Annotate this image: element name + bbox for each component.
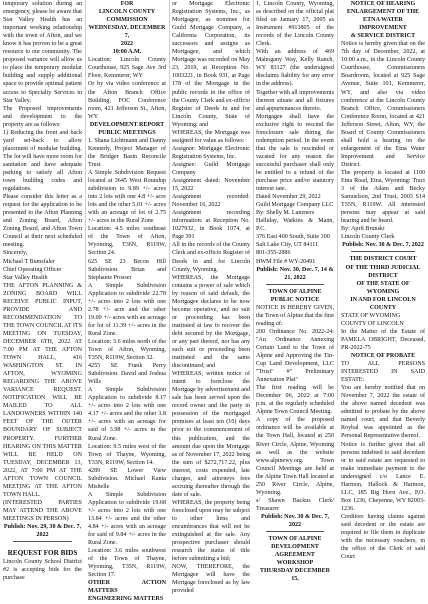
paragraph: Creditors having claims against said decedent or the estate are required to file them in duplicate with the necessary vouchers, in the office of the Clerk of said Court	[341, 513, 425, 561]
paragraph: All in the records of the County Clerk and ex-officio Register of Deeds in and for Lincoln County, Wyoming.	[172, 242, 250, 273]
paragraph: Assignment recorded: November 16, 2022	[172, 194, 250, 209]
notice-separator	[266, 284, 324, 285]
paragraph: You are hereby notified that on November 7, 2022 the estate of the above named decedent was admitted to probate by the above named court, and that Beverly Roybal was appointed as the Personal Representative thereof.	[341, 385, 425, 440]
paragraph: 1) Reducing the front and back yard set-back to allow placement of modular building. The lot will have more room for sanitation and have adequate parking to satisfy all Afton town building codes and regulations.	[3, 129, 82, 193]
paragraph: Mortgagee shall have the exclusive right to rescind the foreclosure sale during the redemption period. In the event that the sale is rescinded or vacated for any reason the successful purchaser shall only be entitled to a refund of the purchase price and/or statutory interest rate.	[256, 113, 334, 193]
paragraph: NOTICE IS HEREBY GIVEN, the Town of Alpine that the first reading of:	[256, 304, 334, 327]
paragraph: Guild Mortgage Company LLC	[256, 202, 334, 209]
notice-heading: ETNA WATER IMPROVEMENT	[359, 17, 407, 32]
paragraph: temporary solution during an emergency, please be aware that Star Valley Health has an important working relationship with the town of Afton, and we know it has proven to be a great resource to our community. The proposed variance will allow us to place the temporary modular building and supply additional space to provide optimal patient access to Specialty Services in Star Valley.	[3, 1, 82, 104]
notice-heading: THURSDAY DECEMBER 15,	[259, 568, 331, 583]
closing: Sincerely,	[3, 250, 28, 257]
paragraph: Assignee: Guild Mortgage Company	[172, 161, 250, 176]
notice-heading: THE DISTRICT COURT	[349, 256, 417, 263]
notice-heading: LINCOLN COUNTY	[98, 9, 156, 16]
notice-heading: COUNTY	[369, 304, 397, 311]
section-heading: OTHER ACTION MATTERS	[88, 580, 166, 595]
paragraph: A Simple Subdivision Application to subdivide 22.78 +/- acres into 2 lots with one 2.78 +/- acre and the other 19.00 +/- acres with an acreage for lot of 11.39 +/- acres in the Rural Zone.	[88, 282, 166, 337]
paragraph: WHEREAS, the Mortgage was assigned for value as follows:	[172, 129, 250, 144]
paragraph: Dated November 29, 2022	[256, 194, 321, 201]
paragraph: A copy of the proposed ordinance will be available at the Town Hall, located at 250 River Circle, Alpine, Wyoming as well as the website www.alpinewy.org. Town Council Meetings are held at the Alpine Town Hall located at 250 River Circle, Alpine, Wyoming.	[256, 417, 334, 496]
column-1	[3, 0, 82, 581]
paragraph: Location: Lincoln County Courthouse, 925 Sage Ave 3rd Floor, Kemmerer, WY	[88, 57, 166, 80]
paragraph: Assignment dated: November 15, 2022	[172, 178, 250, 193]
paragraph: Or by via video conference at the Afton Branch Office Building, FOC Conference room, 421 Jefferson St., Afton, WY	[88, 81, 166, 120]
paragraph: Together with all improvements thereon situate and all fixtures and appurtenances thereto.	[256, 89, 334, 112]
paragraph: Location: 9.5 miles west of the Town of Thayne, Wyoming, T33N, R119W, Section 14.	[88, 443, 166, 466]
notice-text: THE AFTON PLANNING & ZONING BOARD WILL RECEIVE PUBLIC INPUT, PROVIDE AND RECOMMENDATION TO THE TOWN COUNCIL AT ITS MEETING ON TUESDAY, DECEMBER 6TH, 2022 AT 7:00 PM AT THE AFTON TOWN HALL, 416 WASHINGTON ST. IN AFTON, WYOMING REGARDING THE ABOVE VARIANCE REQUEST. NOTIFICATION WILL BE MAILED TO ALL LANDOWNERS WITHIN 140 FEET OF THE OUTER BOUNDARY OF SUBJECT PROPERTY. FURTHER HEARING ON THIS MATTER WILL BE HELD ON TUESDAY, DECEMBER 13, 2022, AT 7:00 PM AT THE AFTON TOWN COUNCIL MEETING AT THE AFTON TOWN HALL.	[3, 282, 82, 498]
paragraph: 801-355-2886	[256, 250, 291, 257]
paragraph: 200 Ordinance No. 2022-24: "An Ordinance Annexing Certain Land to the Town of Alpine and Approving the Tin-Cup Land Development, LLC "Trust" #" Preliminary Annexation Plat"	[256, 328, 334, 384]
publish-dates: Publish: Nov. 29, 30 & Dec. 7, 2022	[3, 524, 82, 539]
notice-heading: OF THE STATE OF WYOMING	[356, 280, 410, 295]
column-divider	[337, 0, 338, 400]
notice-heading: COMMISSION	[106, 17, 148, 24]
paragraph: TO ALL PERSONS INTERESTED IN SAID ESTATE:	[341, 361, 425, 384]
paragraph: NOW, THEREFORE, the Mortgagee will have the Mortgage foreclosed as by law provided	[172, 564, 250, 595]
paragraph: WHEREAS, the property being foreclosed upon may be subject to other liens and encumbrances that will not be extinguished at the sale. Any prospective purchaser should research the status of title before submitting a bid;	[172, 499, 250, 563]
paragraph: STATE OF WYOMING	[341, 312, 401, 319]
notice-heading: 10:00 A.M.	[112, 49, 142, 56]
paragraph: Notice is hereby given that on the 7th day of December, 2022, at 10:00 a.m., in the Lincoln County Courthouse, Commissioners Boardroom, located at 925 Sage Avenue, Suite 101, Kemmerer, WY, and also via video conference at the Lincoln County Branch Office, Commissioners Conference Room, located at 421 Jefferson Street, Afton, WY, the Board of County Commissioners shall hold a hearing on the enlargement of the Etna Water Improvement and Service District.	[341, 41, 425, 168]
paragraph: Assignment recording information: at Reception No. 1027932, in Book 1074, at Page 391	[172, 210, 250, 241]
column-5	[341, 0, 425, 561]
paragraph: Location: 4.5 miles southeast of the Town of Afton, Wyoming, T36N, R119W, Section 24.	[88, 226, 166, 257]
notice-heading: TOWN OF ALPINE	[268, 288, 322, 295]
paragraph: 625 SE 23 Becon Hill Subdivision. Brian and Stephanie Prosser	[88, 258, 166, 281]
notice-heading: DISTRICT	[368, 272, 398, 279]
signer-name: Michael T Bumsfaler	[3, 258, 55, 265]
paragraph: A Simple Subdivision Application to subdivide 8.17 +/- acres into 2 lots with one 4.17 +/- acres and the other 3.8 +/- acres with an acreage for said of 3.98 +/- acres in the Rural Zone.	[88, 387, 166, 442]
paragraph: 1, Lincoln County, Wyoming, as described on the official plat filed on January 17, 2005 as Instrument #913805 of the records of the Lincoln County Clerk.	[256, 1, 334, 48]
notice-heading: WEDNESDAY, DECEMBER 7,	[88, 25, 166, 40]
column-2	[88, 0, 166, 603]
notice-heading: & SERVICE DISTRICT	[350, 33, 416, 40]
notice-separator	[351, 251, 415, 252]
notice-heading: IN AND FOR LINCOLN	[350, 296, 416, 303]
publish-dates: Publish: Nov. 30 & Dec. 7, 2022	[260, 513, 330, 528]
paragraph: Notice is further given that all persons indebted to said decedent or to said estate are requested to make immediate payment to the undersigned c/o Lance E. Harmon, Hallock & Harmon, LLC, 185 Big Horn Ave., P.O. Box 1236, Cheyenne, WY 82003-1236.	[341, 441, 425, 512]
paragraph: s/ Shawn Backus Clerk/ Treasurer	[256, 497, 334, 512]
paragraph: 1. Shana Lichtmann and Danny Kennedy, Project Manager of the Bridger Basin Reconcile Trust	[88, 137, 166, 168]
paragraph: The Proposed improvements and development to the property are as follows:	[3, 105, 82, 128]
paragraph: WHEREAS, written notice of intent to foreclose the Mortgage by advertisement and sale has been served upon the record owner and the party in possession of the mortgaged premises at least ten (10) days prior to the commencement of this publication, and the amount due upon the Mortgage as of November 17, 2022 being the sum of $272,717.22, plus interest, costs expended, late charges, and attorneys fees accruing thereafter through the date of sale.	[172, 371, 250, 498]
paragraph: By: April Brunski	[341, 226, 385, 233]
notice-separator	[266, 531, 324, 532]
publish-dates: Publish: Nov. 30, Dec. 7, 14 & 21, 2022	[256, 266, 334, 281]
section-heading: ENGINEERING MATTERS	[88, 596, 164, 603]
paragraph: WHEREAS, the Mortgage contains a power of sale which by reason of said default, the Mortgagee declares to be now become operative, and no suit or proceeding has been instituted at law to recover the debt secured by the Mortgage, or any part thereof, nor has any such suit or proceeding been instituted and the same discontinued; and	[172, 274, 250, 370]
notice-separator	[13, 541, 72, 542]
paragraph: Location: 3.6 miles southwest of the Town of Thayne, Wyoming, T35N, R119W, Section 17.	[88, 548, 166, 579]
signer-org: Star Valley Health	[3, 274, 48, 281]
column-divider	[85, 0, 86, 400]
paragraph: or Mortgage Electronic Registration Systems, Inc., as Mortgagee, as nominee for Guild Mortgage Company, a California Corporation, its successors and assigns as Mortgagee, and which Mortgage was recorded on May 23, 2019, at Reception No. 1003221, in Book 931, at Page 178 of the Mortgage in the public records in the office of the County Clerk and ex-officio Register of Deeds in and for Lincoln County, State of Wyoming; and	[172, 1, 250, 128]
paragraph: Lincoln County School District #2 is accepting bids for the purchase	[3, 558, 82, 581]
paragraph: Location: 3.6 miles north of the Town of Afton, Wyoming, T35N, R119W, Section 32.	[88, 338, 166, 362]
paragraph: COUNTY OF LINCOLN	[341, 320, 404, 327]
section-heading: PUBLIC MEETINGS	[98, 129, 156, 136]
column-3	[172, 0, 250, 595]
paragraph: 4255 SE Frank Perry Subdivision. David and Joshua Wills	[88, 363, 166, 386]
paragraph: Salt Lake City, UT 84111	[256, 242, 319, 249]
notice-heading: OF THE THIRD JUDICIAL	[345, 264, 421, 271]
paragraph: Assignor: Mortgage Electronic Registration Systems, Inc.	[172, 145, 250, 160]
paragraph: HWM File # WY-20491	[256, 258, 316, 265]
section-heading: NOTICE OF PROBATE	[350, 353, 416, 360]
paragraph: By: Shelly M. Lanzners	[256, 210, 315, 217]
notice-heading: TOWN OF ALPINE	[268, 536, 322, 543]
notice-heading: WORKSHOP	[276, 560, 314, 567]
paragraph: Please consider this letter as a request for the application to be presented to the Afton Planning and Zoning Board, Afton Zoning Board, and Afton Town Council at their next scheduled meeting.	[3, 194, 82, 249]
notice-heading: REQUEST FOR BIDS	[7, 549, 78, 558]
paragraph: 4289 SE Lower View Subdivision. Michael Kanta Mishelle	[88, 467, 166, 490]
paragraph: With an address of 469 Mahogany Way, Kelly Ranch, WY 83127 (the undersigned disclaims liability for any error in the address).	[256, 49, 334, 88]
section-heading: DEVELOPMENT REPORT	[89, 121, 165, 128]
paragraph: A Simple Subdivision Request located at 3645 West Roundup subdivision to 9.89 +/- acres into 2 lots with one 4.8 +/- acre lots and the other 5.01 +/- acres with an acreage of lot of 2.75 +/- acres in the Rural Zone	[88, 169, 166, 225]
column-divider	[253, 0, 254, 400]
paragraph: 376 East 400 South, Suite 300	[256, 234, 330, 241]
notice-note: (INTERESTED PARTIES MAY ATTEND THE ABOVE MEETINGS IN PERSON)	[3, 499, 82, 522]
signer-title: Chief Operating Officer	[3, 266, 62, 273]
paragraph: The first reading will be December 06, 2022 at 7:00 p.m. at the regularly scheduled Alpine Town Council Meeting.	[256, 385, 334, 416]
notice-heading: PUBLIC NOTICE	[270, 296, 320, 303]
column-4	[256, 0, 334, 583]
paragraph: In the Matter of the Estate of PAMELA OBRIGHT, Deceased, PR-2022-75	[341, 328, 425, 351]
paragraph: Lincoln County Clerk	[341, 234, 395, 241]
notice-heading: ENLARGEMENT OF THE	[346, 9, 420, 16]
notice-heading: NOTICE OF HEARING	[350, 1, 416, 7]
paragraph: Halliday, Watkins & Mann, P.C.	[256, 218, 334, 233]
publish-dates: Publish: Nov. 30 & Dec. 7, 2022	[342, 242, 424, 249]
paragraph: A Simple Subdivision Application to subdivide 19.68 +/- acres into 2 lots with one 13.84 +/- acres and the other 4.84 +/- acres with an acreage for said of 9.84 +/- acres in the Rural Zone.	[88, 491, 166, 547]
notice-heading: FOR	[120, 1, 134, 7]
column-divider	[169, 0, 170, 400]
notice-heading: 2022	[120, 41, 134, 48]
paragraph: The property is located at 1100 Etna Road, Etna, Wyoming: Tract 3 of the Adam and Becky Samuelson, 2nd Trust, 2003 S14 T35N, R119W. All interested persons may appear at said hearing and be heard.	[341, 169, 425, 225]
notice-heading: DEVELOPMENT AGREEMENT	[271, 544, 319, 559]
